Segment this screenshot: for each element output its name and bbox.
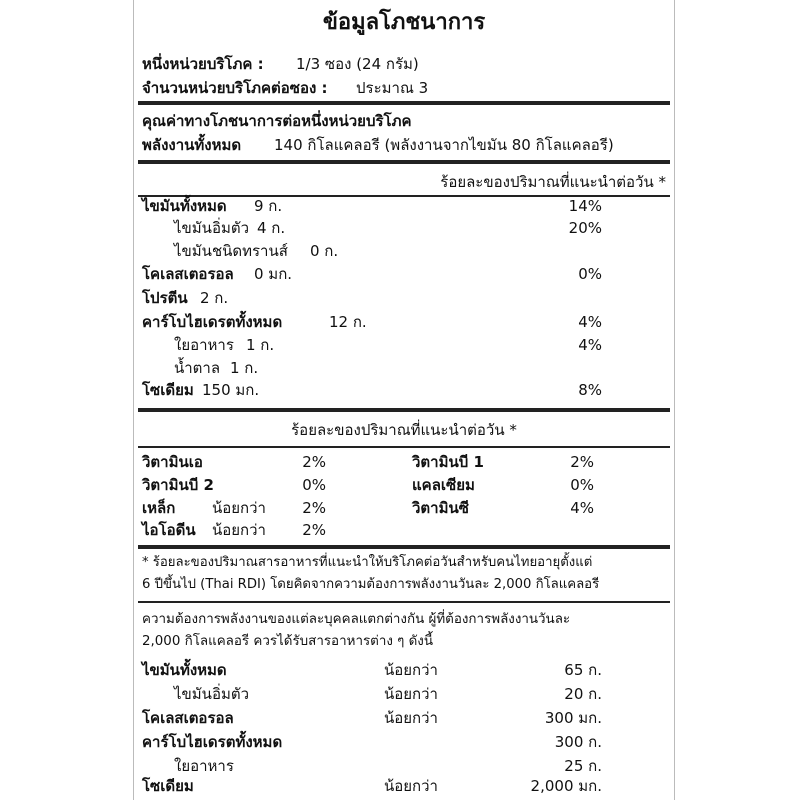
nutrient-amount: 0 มก. (254, 265, 293, 283)
requirement-label: โซเดียม (142, 777, 194, 795)
requirement-label: คาร์โบไฮเดรตทั้งหมด (142, 733, 283, 751)
servings-per-pack-label: จำนวนหน่วยบริโภคต่อซอง : (142, 79, 328, 97)
vitamin-label: วิตามินเอ (142, 453, 203, 471)
requirement-label: โคเลสเตอรอล (142, 709, 234, 727)
nutrient-label: ไขมันทั้งหมด (142, 197, 227, 215)
footnote-line: * ร้อยละของปริมาณสารอาหารที่แนะนำให้บริโภคต่อวันสำหรับคนไทยอายุตั้งแต่ (142, 555, 593, 570)
nutrient-percent: 8% (578, 381, 602, 399)
divider (138, 601, 670, 603)
nutrient-percent: 4% (578, 336, 602, 354)
nutrient-label: โปรตีน (142, 289, 188, 307)
requirements-intro: 2,000 กิโลแคลอรี ควรได้รับสารอาหารต่าง ๆ ดังนี้ (142, 634, 434, 649)
vitamin-qualifier: น้อยกว่า (212, 499, 266, 517)
vitamin-percent: 4% (570, 499, 594, 517)
vitamin-percent: 2% (302, 521, 326, 539)
nutrient-amount: 1 ก. (230, 359, 259, 377)
vitamin-qualifier: น้อยกว่า (212, 521, 266, 539)
nutrient-amount: 12 ก. (329, 313, 367, 331)
nutrient-amount: 4 ก. (257, 219, 286, 237)
requirement-label: ใยอาหาร (174, 757, 234, 775)
nutrient-label: ไขมันอิ่มตัว (174, 219, 249, 237)
nutrient-label: คาร์โบไฮเดรตทั้งหมด (142, 313, 283, 331)
total-energy-label: พลังงานทั้งหมด (142, 136, 242, 154)
vitamin-percent: 2% (570, 453, 594, 471)
requirement-value: 300 มก. (544, 709, 602, 727)
vitamins-header: ร้อยละของปริมาณที่แนะนำต่อวัน * (291, 421, 517, 439)
requirement-qualifier: น้อยกว่า (384, 777, 438, 795)
nutrient-label: โซเดียม (142, 381, 194, 399)
footnote-line: 6 ปีขึ้นไป (Thai RDI) โดยคิดจากความต้องการพลังงานวันละ 2,000 กิโลแคลอรี (142, 577, 600, 592)
serving-size-label: หนึ่งหน่วยบริโภค : (142, 55, 264, 73)
nutrient-amount: 150 มก. (202, 381, 260, 399)
divider (138, 101, 670, 105)
servings-per-pack-value: ประมาณ 3 (356, 79, 429, 97)
nutrient-percent: 0% (578, 265, 602, 283)
requirement-value: 25 ก. (564, 757, 602, 775)
requirement-qualifier: น้อยกว่า (384, 709, 438, 727)
total-energy-value: 140 กิโลแคลอรี (พลังงานจากไขมัน 80 กิโลแคลอรี) (274, 136, 614, 154)
requirement-value: 65 ก. (564, 661, 602, 679)
vitamin-label: วิตามินซี (412, 499, 469, 517)
requirement-label: ไขมันทั้งหมด (142, 661, 227, 679)
requirement-value: 300 ก. (554, 733, 602, 751)
nutrient-percent: 14% (568, 197, 602, 215)
vitamin-label: แคลเซียม (412, 476, 475, 494)
divider (138, 545, 670, 549)
per-serving-heading: คุณค่าทางโภชนาการต่อหนึ่งหน่วยบริโภค (142, 112, 412, 130)
nutrient-label: โคเลสเตอรอล (142, 265, 234, 283)
divider (138, 160, 670, 164)
vitamin-percent: 0% (302, 476, 326, 494)
nutrient-amount: 9 ก. (254, 197, 283, 215)
requirement-value: 2,000 มก. (530, 777, 602, 795)
divider (138, 446, 670, 448)
nutrient-percent: 4% (578, 313, 602, 331)
vitamin-percent: 0% (570, 476, 594, 494)
nutrient-label: น้ำตาล (174, 359, 221, 377)
vitamin-label: วิตามินบี 1 (412, 453, 484, 471)
nutrition-facts-label (133, 0, 675, 800)
nutrient-percent: 20% (568, 219, 602, 237)
nutrient-label: ไขมันชนิดทรานส์ (174, 242, 288, 260)
requirement-qualifier: น้อยกว่า (384, 661, 438, 679)
nutrient-amount: 2 ก. (200, 289, 229, 307)
label-title: ข้อมูลโภชนาการ (322, 10, 486, 35)
vitamin-percent: 2% (302, 453, 326, 471)
serving-size-value: 1/3 ซอง (24 กรัม) (296, 55, 419, 73)
vitamin-label: เหล็ก (142, 499, 176, 517)
vitamin-label: วิตามินบี 2 (142, 476, 214, 494)
vitamin-label: ไอโอดีน (142, 521, 196, 539)
nutrient-amount: 1 ก. (246, 336, 275, 354)
requirements-intro: ความต้องการพลังงานของแต่ละบุคคลแตกต่างกัน ผู้ที่ต้องการพลังงานวันละ (142, 612, 571, 627)
vitamin-percent: 2% (302, 499, 326, 517)
requirement-value: 20 ก. (564, 685, 602, 703)
requirement-qualifier: น้อยกว่า (384, 685, 438, 703)
divider (138, 408, 670, 412)
requirement-label: ไขมันอิ่มตัว (174, 685, 249, 703)
nutrient-label: ใยอาหาร (174, 336, 234, 354)
daily-value-header: ร้อยละของปริมาณที่แนะนำต่อวัน * (440, 173, 666, 191)
nutrient-amount: 0 ก. (310, 242, 339, 260)
